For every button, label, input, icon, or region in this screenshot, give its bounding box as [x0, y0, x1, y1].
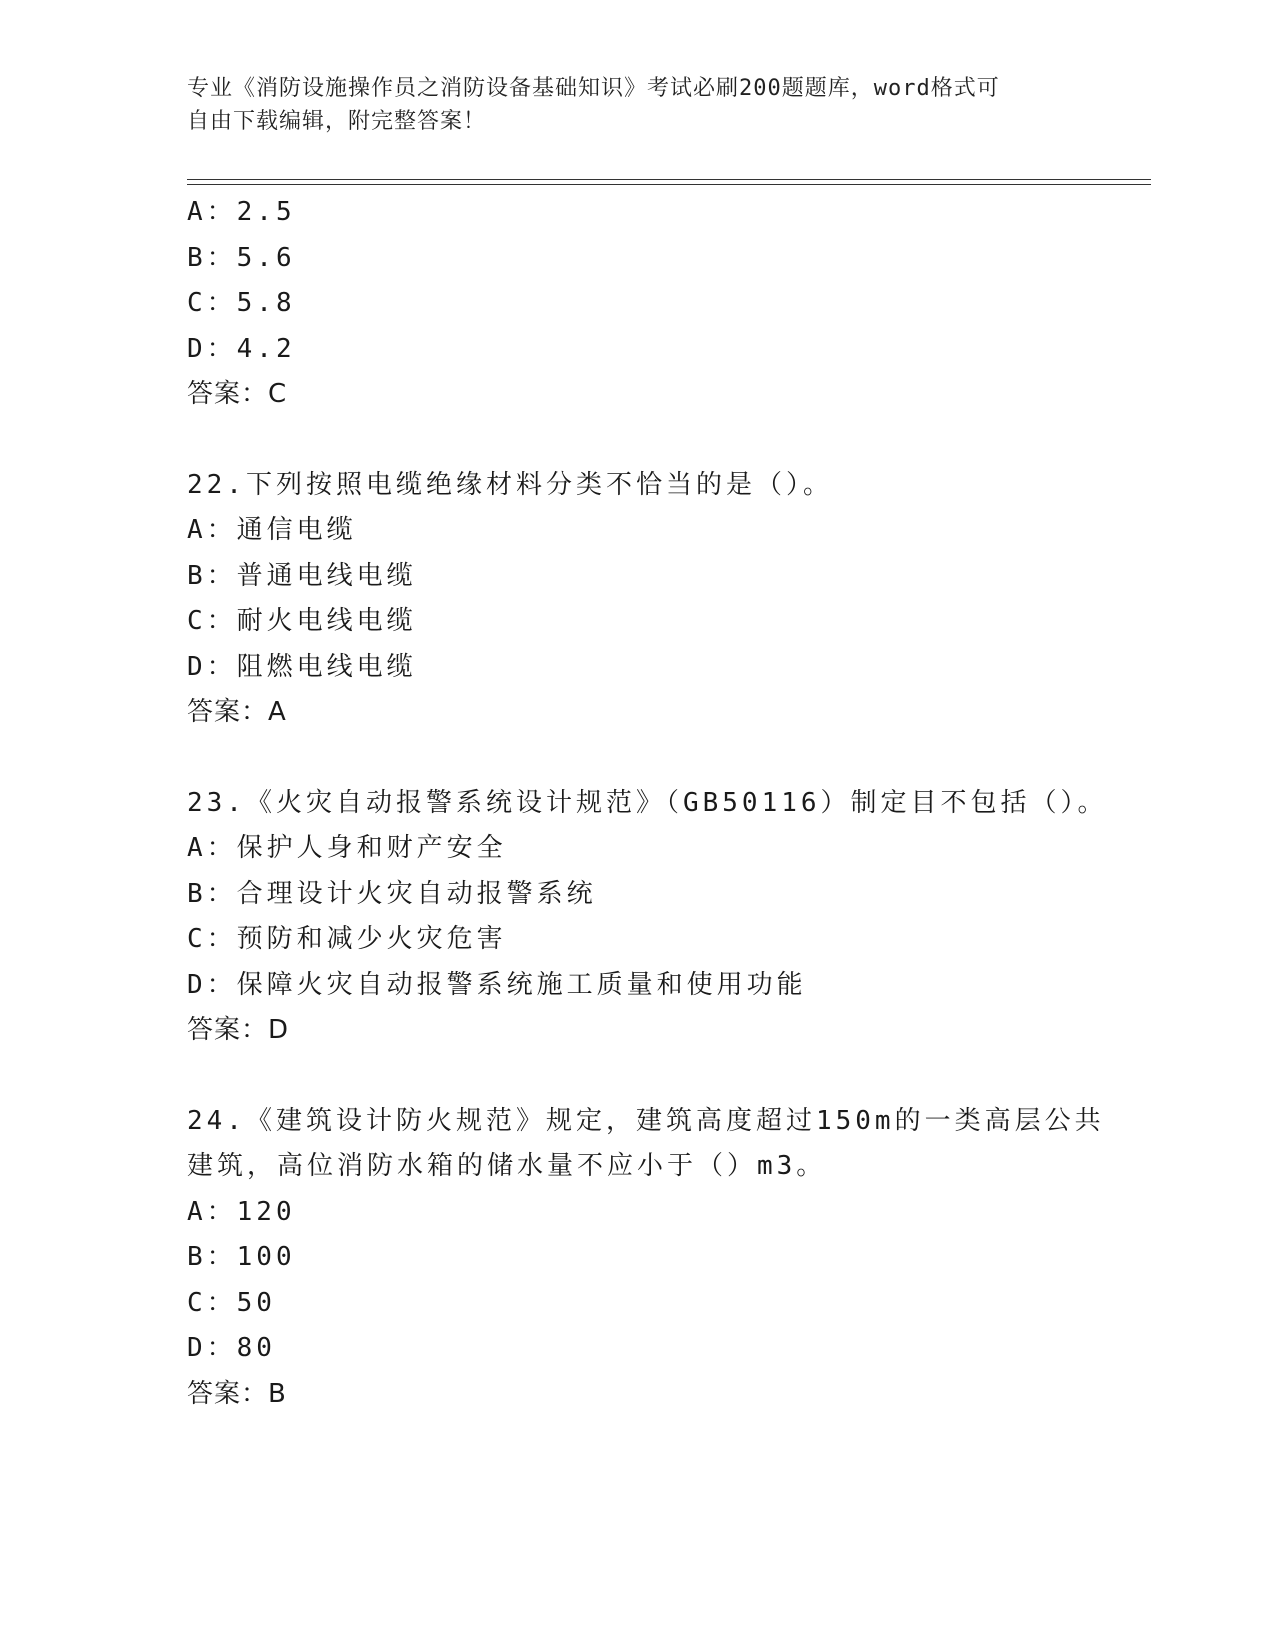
- answer: 答案：A: [187, 697, 287, 727]
- question-list: [187, 190, 1108, 1417]
- option-c: C：50: [187, 1287, 276, 1318]
- answer: 答案：B: [187, 1378, 287, 1409]
- option-b: B：100: [187, 1242, 296, 1272]
- question-stem-line-1: 24.《建筑设计防火规范》规定，建筑高度超过150m的一类高层公共: [187, 1105, 1105, 1136]
- document-header: [187, 72, 1067, 138]
- option-a: A：2.5: [187, 197, 296, 227]
- option-d: D：保障火灾自动报警系统施工质量和使用功能: [187, 969, 807, 1000]
- question-23: [187, 781, 1108, 1054]
- header-line-1: 专业《消防设施操作员之消防设备基础知识》考试必刷200题题库，word格式可: [187, 76, 1000, 101]
- question-stem: 22.下列按照电缆绝缘材料分类不恰当的是（）。: [187, 469, 833, 500]
- option-a: A：通信电缆: [187, 515, 357, 545]
- option-a: A：120: [187, 1196, 296, 1227]
- option-b: B：普通电线电缆: [187, 560, 417, 591]
- question-stem-line-2: 建筑，高位消防水箱的储水量不应小于（）m3。: [187, 1151, 827, 1181]
- option-c: C：预防和减少火灾危害: [187, 924, 507, 954]
- header-divider-bottom: [187, 184, 1151, 185]
- question-stem: 23.《火灾自动报警系统设计规范》（GB50116）制定目不包括（）。: [187, 787, 1108, 818]
- option-c: C：5.8: [187, 288, 296, 318]
- option-d: D：阻燃电线电缆: [187, 651, 417, 682]
- answer: 答案：C: [187, 379, 288, 409]
- question-22: [187, 463, 1087, 736]
- option-a: A：保护人身和财产安全: [187, 833, 507, 863]
- option-d: D：80: [187, 1333, 276, 1363]
- question-21: [187, 190, 1087, 418]
- answer: 答案：D: [187, 1015, 290, 1045]
- option-b: B：5.6: [187, 242, 296, 273]
- header-divider-top: [187, 179, 1151, 180]
- question-24: [187, 1099, 1105, 1418]
- option-c: C：耐火电线电缆: [187, 606, 417, 636]
- option-b: B：合理设计火灾自动报警系统: [187, 878, 597, 909]
- header-line-2: 自由下载编辑，附完整答案！: [187, 109, 487, 134]
- option-d: D：4.2: [187, 333, 296, 364]
